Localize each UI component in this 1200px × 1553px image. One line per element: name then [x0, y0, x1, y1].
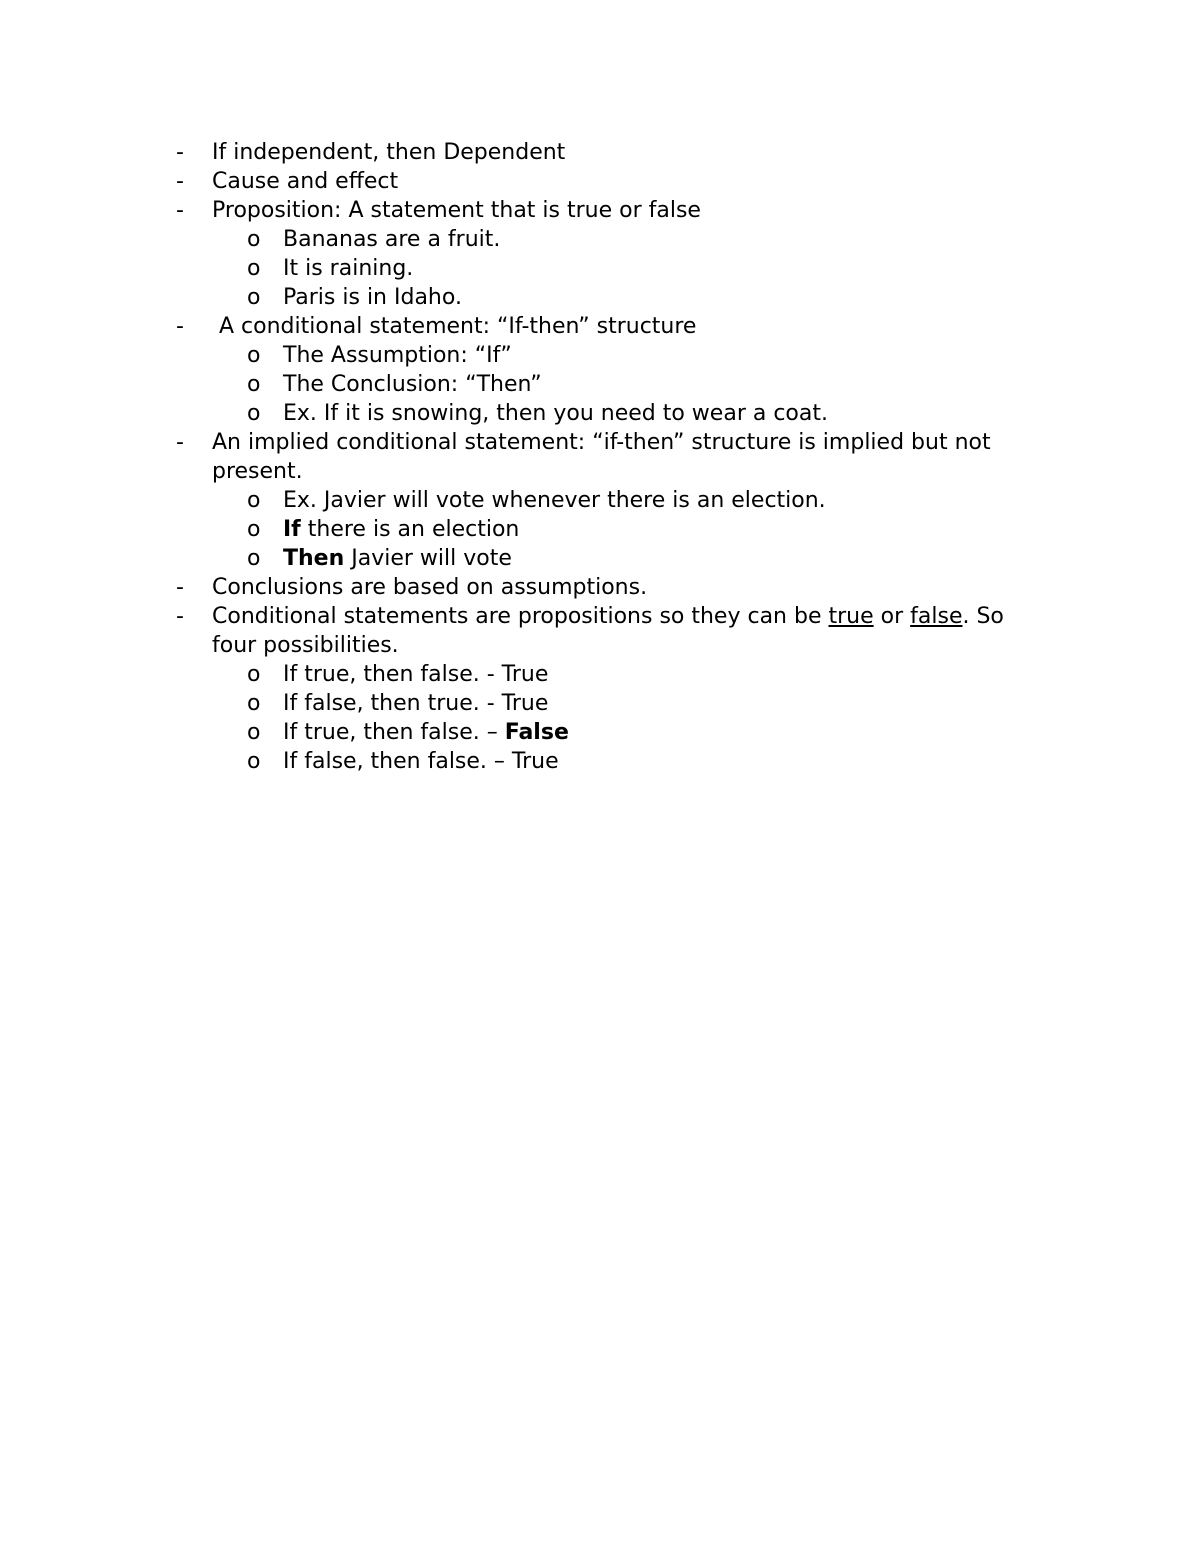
list-item	[0, 573, 1200, 602]
list-item	[0, 167, 1200, 196]
sub-list-item-text: If false, then false. – True	[283, 749, 559, 774]
dash-bullet: -	[176, 169, 184, 194]
sub-list-item	[0, 515, 1200, 544]
circle-bullet: o	[247, 691, 261, 716]
underlined-true: true	[828, 604, 874, 629]
list-item-part: or	[873, 604, 911, 629]
sub-list-item-text: Ex. If it is snowing, then you need to wear a coat.	[283, 401, 828, 426]
sub-list-item-text: It is raining.	[283, 256, 414, 281]
list-item-continuation	[0, 631, 1200, 660]
sub-list-item-rest: there is an election	[300, 517, 520, 542]
sub-list-item-text	[283, 718, 569, 747]
circle-bullet: o	[247, 720, 261, 745]
circle-bullet: o	[247, 749, 261, 774]
dash-bullet: -	[176, 604, 184, 629]
sub-list-item	[0, 660, 1200, 689]
sub-list-item	[0, 689, 1200, 718]
sub-list-item	[0, 747, 1200, 776]
list-item	[0, 428, 1200, 457]
circle-bullet: o	[247, 488, 261, 513]
bold-keyword-if: If	[283, 517, 301, 542]
list-item-text: present.	[212, 459, 303, 484]
list-item	[0, 602, 1200, 631]
sub-list-item-text: If true, then false. - True	[283, 662, 549, 687]
list-item-part: . So	[962, 604, 1004, 629]
list-item-text: An implied conditional statement: “if-then” structure is implied but not	[212, 430, 991, 455]
sub-list-item	[0, 254, 1200, 283]
list-item-text	[212, 602, 1004, 631]
list-item-text: If independent, then Dependent	[212, 140, 566, 165]
dash-bullet: -	[176, 575, 184, 600]
list-item-text: A conditional statement: “If-then” structure	[219, 314, 697, 339]
dash-bullet: -	[176, 140, 184, 165]
sub-list-item-text: The Conclusion: “Then”	[283, 372, 542, 397]
dash-bullet: -	[176, 198, 184, 223]
list-item	[0, 312, 1200, 341]
list-item-text: four possibilities.	[212, 633, 399, 658]
sub-list-item-text: Bananas are a fruit.	[283, 227, 501, 252]
sub-list-item	[0, 544, 1200, 573]
sub-list-item	[0, 718, 1200, 747]
sub-list-item-part: If true, then false. –	[283, 720, 505, 745]
list-item-text: Proposition: A statement that is true or false	[212, 198, 701, 223]
sub-list-item-text: If false, then true. - True	[283, 691, 549, 716]
list-item-continuation	[0, 457, 1200, 486]
circle-bullet: o	[247, 256, 261, 281]
sub-list-item	[0, 225, 1200, 254]
circle-bullet: o	[247, 662, 261, 687]
sub-list-item	[0, 399, 1200, 428]
sub-list-item-text: Paris is in Idaho.	[283, 285, 462, 310]
sub-list-item	[0, 370, 1200, 399]
circle-bullet: o	[247, 372, 261, 397]
dash-bullet: -	[176, 430, 184, 455]
sub-list-item-text	[283, 544, 512, 573]
bold-false-label: False	[504, 720, 569, 745]
list-item-text: Cause and effect	[212, 169, 399, 194]
bold-keyword-then: Then	[283, 546, 345, 571]
sub-list-item-text: Ex. Javier will vote whenever there is an election.	[283, 488, 826, 513]
list-item	[0, 196, 1200, 225]
list-item	[0, 138, 1200, 167]
sub-list-item	[0, 283, 1200, 312]
sub-list-item	[0, 341, 1200, 370]
sub-list-item-text: The Assumption: “If”	[283, 343, 512, 368]
circle-bullet: o	[247, 285, 261, 310]
circle-bullet: o	[247, 517, 261, 542]
circle-bullet: o	[247, 343, 261, 368]
dash-bullet: -	[176, 314, 184, 339]
list-item-text: Conclusions are based on assumptions.	[212, 575, 648, 600]
sub-list-item-rest: Javier will vote	[344, 546, 512, 571]
circle-bullet: o	[247, 401, 261, 426]
circle-bullet: o	[247, 546, 261, 571]
underlined-false: false	[910, 604, 963, 629]
document-body	[0, 138, 1200, 776]
circle-bullet: o	[247, 227, 261, 252]
sub-list-item-text	[283, 515, 519, 544]
list-item-part: Conditional statements are propositions so they can be	[212, 604, 829, 629]
sub-list-item	[0, 486, 1200, 515]
